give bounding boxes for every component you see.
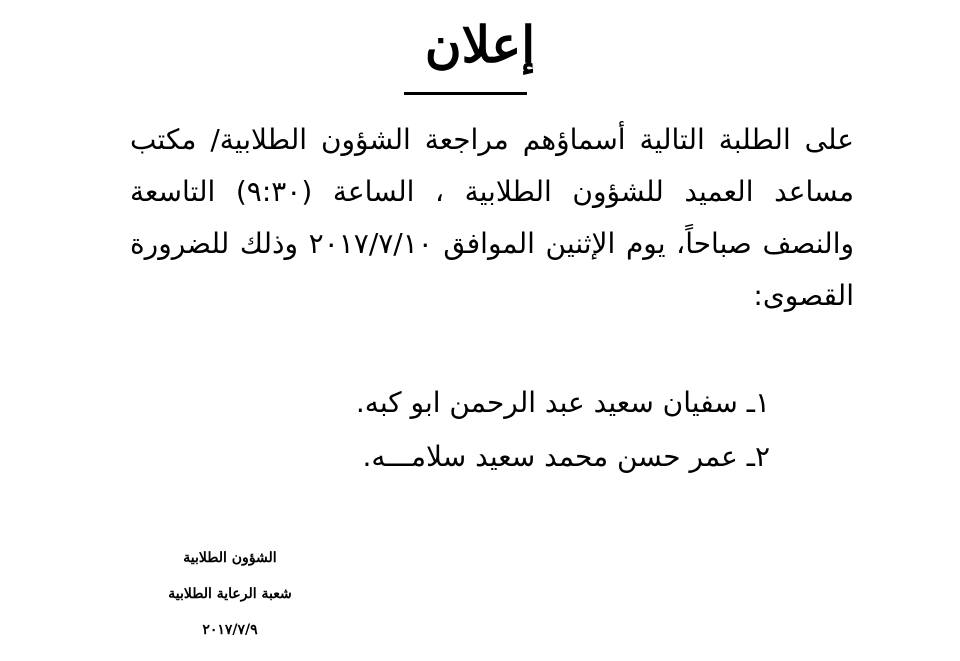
signature-block [130, 540, 330, 648]
announcement-title: إعلان [424, 15, 536, 74]
signature-department: شعبة الرعاية الطلابية [168, 586, 292, 602]
student-name-1: ١ـ سفيان سعيد عبد الرحمن ابو كبه. [355, 386, 770, 419]
announcement-body: على الطلبة التالية أسماؤهم مراجعة الشؤون الطلابية/ مكتب مساعد العميد للشؤون الطلابية ، الساعة (٩:٣٠) التاسعة والنصف صباحاً، يوم الإثنين الموافق ٢٠١٧/٧/١٠ وذلك للضرورة القصوى: [130, 123, 854, 312]
signature-office: الشؤون الطلابية [183, 550, 277, 566]
signature-date: ٢٠١٧/٧/٩ [202, 622, 258, 638]
title-underline [404, 92, 527, 95]
student-names-list [240, 376, 770, 484]
student-name-2: ٢ـ عمر حسن محمد سعيد سلامـــه. [362, 440, 770, 473]
